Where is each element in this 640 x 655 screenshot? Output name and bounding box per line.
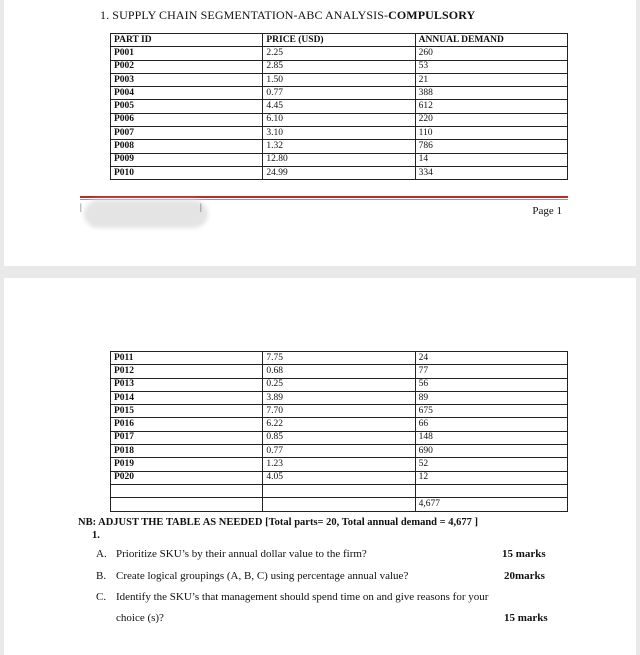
table-row-total: [111, 498, 568, 511]
part-id-cell: P005: [111, 100, 263, 113]
part-id-cell: P014: [111, 391, 263, 404]
demand-cell: 260: [415, 47, 567, 60]
document-page-1: [4, 0, 636, 266]
section-heading: 1. SUPPLY CHAIN SEGMENTATION-ABC ANALYSIS-COMPULSORY: [100, 8, 476, 22]
table-row: [111, 140, 568, 153]
demand-cell: 786: [415, 140, 567, 153]
part-id-cell: P018: [111, 445, 263, 458]
table-row: [111, 153, 568, 166]
parts-table-2: [110, 351, 568, 512]
demand-cell: 690: [415, 445, 567, 458]
question-text: Create logical groupings (A, B, C) using percentage annual value?: [116, 570, 409, 582]
header-part-id: PART ID: [111, 34, 263, 47]
question-b-marks: 20marks: [504, 570, 545, 582]
price-cell: 7.75: [263, 352, 415, 365]
table-row: [111, 431, 568, 444]
part-id-cell: P003: [111, 73, 263, 86]
price-cell: 7.70: [263, 405, 415, 418]
question-text: Identify the SKU’s that management should spend time on and give reasons for your: [116, 591, 489, 603]
price-cell: 2.85: [263, 60, 415, 73]
part-id-cell: P016: [111, 418, 263, 431]
table-row: [111, 418, 568, 431]
demand-cell: 52: [415, 458, 567, 471]
demand-cell: 66: [415, 418, 567, 431]
part-id-cell: P008: [111, 140, 263, 153]
footer-tick-right: |: [200, 202, 202, 212]
part-id-cell: P011: [111, 352, 263, 365]
empty-cell: [111, 498, 263, 511]
question-c-continued: [96, 612, 164, 624]
price-cell: 0.25: [263, 378, 415, 391]
page-number: Page 1: [532, 205, 562, 217]
table-row: [111, 471, 568, 484]
question-label: A.: [96, 548, 107, 560]
table-row: [111, 391, 568, 404]
demand-cell: 53: [415, 60, 567, 73]
table-header-row: [111, 34, 568, 47]
question-c-marks: 15 marks: [504, 612, 548, 624]
demand-cell: 148: [415, 431, 567, 444]
demand-cell: 12: [415, 471, 567, 484]
part-id-cell: P013: [111, 378, 263, 391]
price-cell: 6.10: [263, 113, 415, 126]
part-id-cell: P009: [111, 153, 263, 166]
demand-cell: 24: [415, 352, 567, 365]
price-cell: 24.99: [263, 166, 415, 179]
table-row: [111, 60, 568, 73]
table-row: [111, 378, 568, 391]
part-id-cell: P019: [111, 458, 263, 471]
parts-table-1: [110, 33, 568, 180]
table-row: [111, 100, 568, 113]
table-row: [111, 113, 568, 126]
table-row: [111, 73, 568, 86]
table-row: [111, 445, 568, 458]
footer-rule-red: [80, 196, 568, 198]
price-cell: 4.05: [263, 471, 415, 484]
price-cell: 1.50: [263, 73, 415, 86]
empty-cell: [111, 484, 263, 497]
demand-cell: 220: [415, 113, 567, 126]
header-price: PRICE (USD): [263, 34, 415, 47]
question-number: 1.: [92, 530, 100, 541]
demand-cell: 56: [415, 378, 567, 391]
part-id-cell: P002: [111, 60, 263, 73]
price-cell: 0.77: [263, 87, 415, 100]
demand-cell: 675: [415, 405, 567, 418]
demand-cell: 110: [415, 127, 567, 140]
table-row: [111, 47, 568, 60]
demand-cell: 21: [415, 73, 567, 86]
price-cell: 6.22: [263, 418, 415, 431]
table-row: [111, 405, 568, 418]
price-cell: 4.45: [263, 100, 415, 113]
header-annual-demand: ANNUAL DEMAND: [415, 34, 567, 47]
question-text: choice (s)?: [116, 612, 164, 624]
total-demand-cell: 4,677: [415, 498, 567, 511]
price-cell: 12.80: [263, 153, 415, 166]
demand-cell: 89: [415, 391, 567, 404]
part-id-cell: P012: [111, 365, 263, 378]
part-id-cell: P015: [111, 405, 263, 418]
demand-cell: 14: [415, 153, 567, 166]
part-id-cell: P010: [111, 166, 263, 179]
table-row: [111, 458, 568, 471]
question-b: [96, 570, 408, 582]
question-label: B.: [96, 570, 107, 582]
heading-compulsory: COMPULSORY: [388, 8, 476, 22]
demand-cell: 77: [415, 365, 567, 378]
demand-cell: 334: [415, 166, 567, 179]
price-cell: 1.32: [263, 140, 415, 153]
table-row-empty: [111, 484, 568, 497]
demand-cell: 388: [415, 87, 567, 100]
table-row: [111, 365, 568, 378]
price-cell: 0.77: [263, 445, 415, 458]
question-a: [96, 548, 367, 560]
price-cell: 0.85: [263, 431, 415, 444]
part-id-cell: P020: [111, 471, 263, 484]
part-id-cell: P001: [111, 47, 263, 60]
nb-note: NB: ADJUST THE TABLE AS NEEDED [Total parts= 20, Total annual demand = 4,677 ]: [78, 517, 478, 528]
table-row: [111, 87, 568, 100]
demand-cell: 612: [415, 100, 567, 113]
question-text: Prioritize SKU’s by their annual dollar value to the firm?: [116, 548, 367, 560]
empty-cell: [263, 498, 415, 511]
price-cell: 3.10: [263, 127, 415, 140]
table-row: [111, 166, 568, 179]
empty-cell: [415, 484, 567, 497]
part-id-cell: P007: [111, 127, 263, 140]
redacted-footer-text: [84, 200, 208, 228]
price-cell: 0.68: [263, 365, 415, 378]
empty-cell: [263, 484, 415, 497]
part-id-cell: P006: [111, 113, 263, 126]
price-cell: 1.23: [263, 458, 415, 471]
question-label: C.: [96, 591, 107, 603]
table-row: [111, 352, 568, 365]
part-id-cell: P004: [111, 87, 263, 100]
part-id-cell: P017: [111, 431, 263, 444]
footer-tick-left: |: [80, 202, 82, 212]
price-cell: 3.89: [263, 391, 415, 404]
price-cell: 2.25: [263, 47, 415, 60]
table-row: [111, 127, 568, 140]
question-a-marks: 15 marks: [502, 548, 546, 560]
question-c: [96, 591, 488, 603]
document-page-2: [4, 278, 636, 655]
